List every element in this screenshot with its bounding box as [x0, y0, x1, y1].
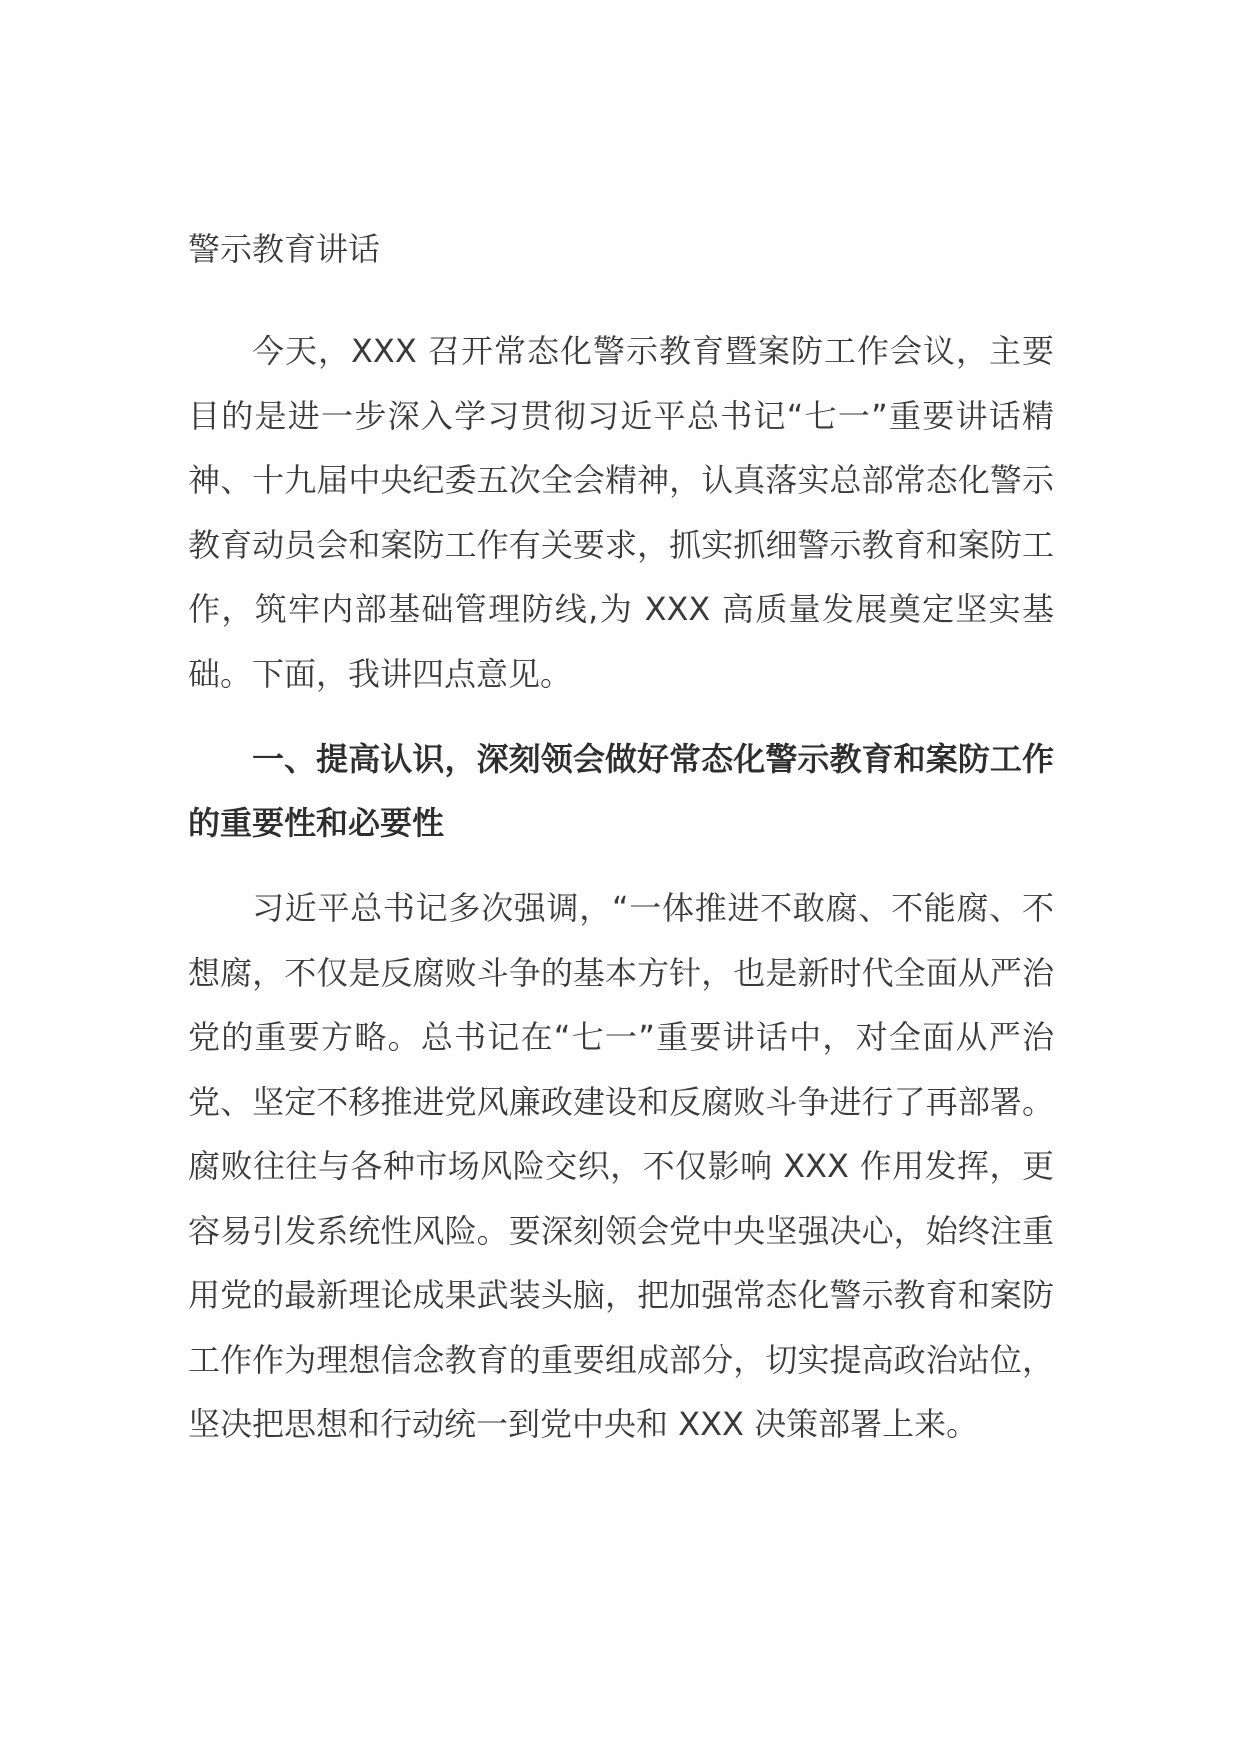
section-1-paragraph: 习近平总书记多次强调，“一体推进不敢腐、不能腐、不想腐，不仅是反腐败斗争的基本方针，也是新时代全面从严治党的重要方略。总书记在“七一”重要讲话中，对全面从严治党、坚定不移推进党风廉政建设和反腐败斗争进行了再部署。腐败往往与各种市场风险交织，不仅影响 XXX 作用发挥，更容易引发系统性风险。要深刻领会党中央坚强决心，始终注重用党的最新理论成果武装头脑，把加强常态化警示教育和案防工作作为理想信念教育的重要组成部分，切实提高政治站位，坚决把思想和行动统一到党中央和 XXX 决策部署上来。 — [188, 889, 1054, 1443]
document-title: 警示教育讲话 — [188, 230, 381, 268]
section-1-heading: 一、提高认识，深刻领会做好常态化警示教育和案防工作的重要性和必要性 — [188, 740, 1054, 842]
document-page — [188, 224, 1054, 1457]
intro-paragraph: 今天，XXX 召开常态化警示教育暨案防工作会议，主要目的是进一步深入学习贯彻习近平总书记“七一”重要讲话精神、十九届中央纪委五次全会精神，认真落实总部常态化警示教育动员会和案防工作有关要求，抓实抓细警示教育和案防工作，筑牢内部基础管理防线,为 XXX 高质量发展奠定坚实基础。下面，我讲四点意见。 — [188, 332, 1054, 693]
